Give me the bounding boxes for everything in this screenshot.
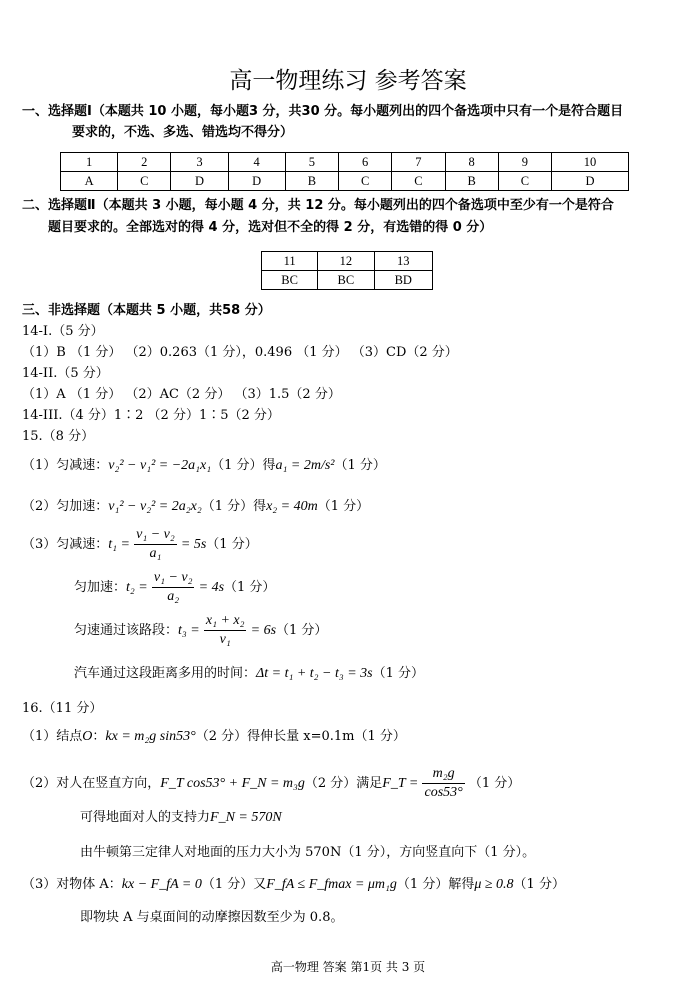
q15-part3b-score: （1 分）: [224, 580, 276, 595]
q16-part3-result: μ ≥ 0.8: [474, 877, 514, 892]
section2-heading-line2: 题目要求的。全部选对的得 4 分，选对但不全的得 2 分，有选错的得 0 分）: [48, 220, 493, 235]
q15-part3-fraction: [134, 526, 177, 563]
section2-answer-table: [261, 251, 433, 290]
q15-part3-score: （1 分）: [206, 537, 258, 552]
q15-heading: 15.（8 分）: [22, 429, 95, 444]
q16-part1-point: O: [82, 729, 93, 744]
q15-part1-score: （1 分）: [334, 458, 386, 473]
q15-part3-rhs: = 5s: [180, 537, 207, 552]
section1-number-cell: 2: [118, 153, 171, 172]
q15-part3-t1: [22, 526, 258, 563]
q15-part1-equation: v₂² − v₁² = −2a₁x₁: [108, 458, 212, 473]
q15-part2-equation: v₁² − v₂² = 2a₂x₂: [108, 499, 202, 514]
section1-answer-row: [61, 172, 629, 191]
q16-part1-equation: kx = m₂g sin53°: [105, 729, 196, 744]
section1-heading-line1: 一、选择题Ⅰ（本题共 10 小题，每小题3 分，共30 分。每小题列出的四个备选项中只有一个是符合题目: [22, 104, 624, 119]
q15-part3c-denominator: v₁: [219, 632, 231, 647]
q15-part2-mid: （1 分）得: [201, 499, 267, 514]
q15-part3-t3: [74, 612, 327, 649]
q16-part3-mid2: （1 分）解得: [396, 877, 475, 892]
q16-part2b-label: 可得地面对人的支持力: [80, 810, 211, 825]
section2-number-row: [262, 252, 433, 271]
q14-2-answer: （1）A （1 分） （2）AC（2 分） （3）1.5（2 分）: [22, 387, 341, 402]
q15-part3c-label: 匀速通过该路段：: [74, 623, 179, 638]
q16-part3-score: （1 分）: [513, 877, 565, 892]
section2-answer-cell: BC: [318, 271, 374, 290]
section1-number-cell: 10: [552, 153, 629, 172]
q15-part2: [22, 495, 369, 515]
q16-conclusion: 即物块 A 与桌面间的动摩擦因数至少为 0.8。: [80, 910, 344, 925]
q16-heading: 16.（11 分）: [22, 701, 103, 716]
section2-answer-cell: BD: [374, 271, 432, 290]
q15-part3-denominator: a₁: [149, 546, 162, 561]
section1-answer-cell: C: [498, 172, 551, 191]
q16-part2-mid: （2 分）满足: [304, 776, 383, 791]
section1-number-cell: 5: [285, 153, 338, 172]
section1-number-cell: 4: [228, 153, 285, 172]
q15-part3b-label: 匀加速：: [74, 580, 127, 595]
page-footer: 高一物理 答案 第1页 共 3 页: [270, 960, 426, 974]
q16-part3-mid1: （1 分）又: [201, 877, 267, 892]
q15-part2-label: （2）匀加速：: [22, 499, 109, 514]
q15-part3c-lhs: t₃ =: [178, 623, 200, 638]
q16-part3-eq2: F_fA ≤ F_fmax = μm₁g: [266, 877, 397, 892]
section1-answer-cell: B: [285, 172, 338, 191]
section2-number-cell: 13: [374, 252, 432, 271]
q15-part2-result: x₂ = 40m: [266, 499, 318, 514]
q15-part3c-score: （1 分）: [276, 623, 328, 638]
q15-part1: [22, 454, 386, 474]
page-title: 高一物理练习 参考答案: [229, 68, 467, 94]
section1-answer-cell: C: [118, 172, 171, 191]
q14-1-heading: 14-I.（5 分）: [22, 324, 104, 339]
section2-number-cell: 12: [318, 252, 374, 271]
q15-part3c-fraction: [204, 612, 247, 649]
q15-part3b-numerator: v₁ − v₂: [152, 569, 195, 588]
q16-part2-numerator: m₂g: [422, 765, 464, 784]
section1-answer-cell: A: [61, 172, 118, 191]
q16-part1: （1）结点O：kx = m₂g sin53°（2 分）得伸长量 x=0.1m（1 分）: [22, 729, 406, 744]
q15-part3c-numerator: x₁ + x₂: [204, 612, 247, 631]
q15-part3-t2: [74, 569, 275, 606]
q15-part3d-equation: Δt = t₁ + t₂ − t₃ = 3s: [256, 666, 373, 681]
section1-answer-cell: D: [228, 172, 285, 191]
q16-part2-denominator: cos53°: [424, 785, 463, 800]
q16-part2c: 由牛顿第三定律人对地面的压力大小为 570N（1 分），方向竖直向下（1 分）。: [80, 845, 536, 860]
q16-part2b: [80, 806, 282, 826]
section1-number-row: [61, 153, 629, 172]
section3-heading: 三、非选择题（本题共 5 小题，共58 分）: [22, 303, 271, 318]
q15-part3b-rhs: = 4s: [198, 580, 225, 595]
q16-part2-score: （1 分）: [468, 776, 521, 791]
q16-part3-label: （3）对物体 A：: [22, 877, 122, 892]
q15-part3c-rhs: = 6s: [250, 623, 277, 638]
section1-number-cell: 7: [392, 153, 445, 172]
q15-part1-label: （1）匀减速：: [22, 458, 109, 473]
q15-part2-score: （1 分）: [317, 499, 370, 514]
q15-part3-label: （3）匀减速：: [22, 537, 109, 552]
section2-answer-cell: BC: [262, 271, 318, 290]
q15-part3d-label: 汽车通过这段距离多用的时间：: [74, 666, 257, 681]
section1-number-cell: 9: [498, 153, 551, 172]
q14-3-answer: 14-III.（4 分）1∶2 （2 分）1∶5（2 分）: [22, 408, 280, 423]
q16-part2-label: （2）对人在竖直方向，: [22, 776, 161, 791]
section1-number-cell: 8: [445, 153, 498, 172]
q16-part1-label: （1）结点: [22, 729, 83, 744]
q16-part3: [22, 873, 565, 893]
q16-part3-eq1: kx − F_fA = 0: [121, 877, 202, 892]
q15-part3d-score: （1 分）: [372, 666, 425, 681]
section2-number-cell: 11: [262, 252, 318, 271]
section1-answer-cell: C: [392, 172, 445, 191]
q16-part2-equation: F_T cos53° + F_N = m₃g: [160, 776, 305, 791]
q16-part2-fraction: [422, 765, 464, 802]
section1-number-cell: 3: [171, 153, 228, 172]
q15-part3b-fraction: [152, 569, 195, 606]
q14-1-answer: （1）B （1 分） （2）0.263（1 分），0.496 （1 分） （3）CD（2 分）: [22, 345, 458, 360]
section1-answer-cell: C: [339, 172, 392, 191]
section1-number-cell: 6: [339, 153, 392, 172]
q16-part2: [22, 765, 520, 802]
q16-part2b-equation: F_N = 570N: [210, 810, 282, 825]
q16-part2-lhs: F_T =: [382, 776, 419, 791]
q15-part1-mid: （1 分）得: [211, 458, 276, 473]
q15-part1-result: a₁ = 2m/s²: [275, 458, 335, 473]
section1-answer-cell: D: [552, 172, 629, 191]
section1-heading-line2: 要求的，不选、多选、错选均不得分）: [72, 125, 294, 140]
section2-answer-row: [262, 271, 433, 290]
section2-heading-line1: 二、选择题Ⅱ（本题共 3 小题，每小题 4 分，共 12 分。每小题列出的四个备选项中至少有一个是符合: [22, 198, 614, 213]
q14-2-heading: 14-II.（5 分）: [22, 366, 109, 381]
q15-part3-lhs: t₁ =: [108, 537, 130, 552]
section1-answer-table: [60, 152, 629, 191]
q15-part3b-lhs: t₂ =: [126, 580, 148, 595]
q15-part3-delta: [74, 662, 424, 682]
section1-answer-cell: D: [171, 172, 228, 191]
section1-number-cell: 1: [61, 153, 118, 172]
q15-part3-numerator: v₁ − v₂: [134, 526, 177, 545]
section1-answer-cell: B: [445, 172, 498, 191]
q15-part3b-denominator: a₂: [167, 589, 180, 604]
q16-part1-rest: （2 分）得伸长量 x=0.1m（1 分）: [195, 729, 406, 744]
